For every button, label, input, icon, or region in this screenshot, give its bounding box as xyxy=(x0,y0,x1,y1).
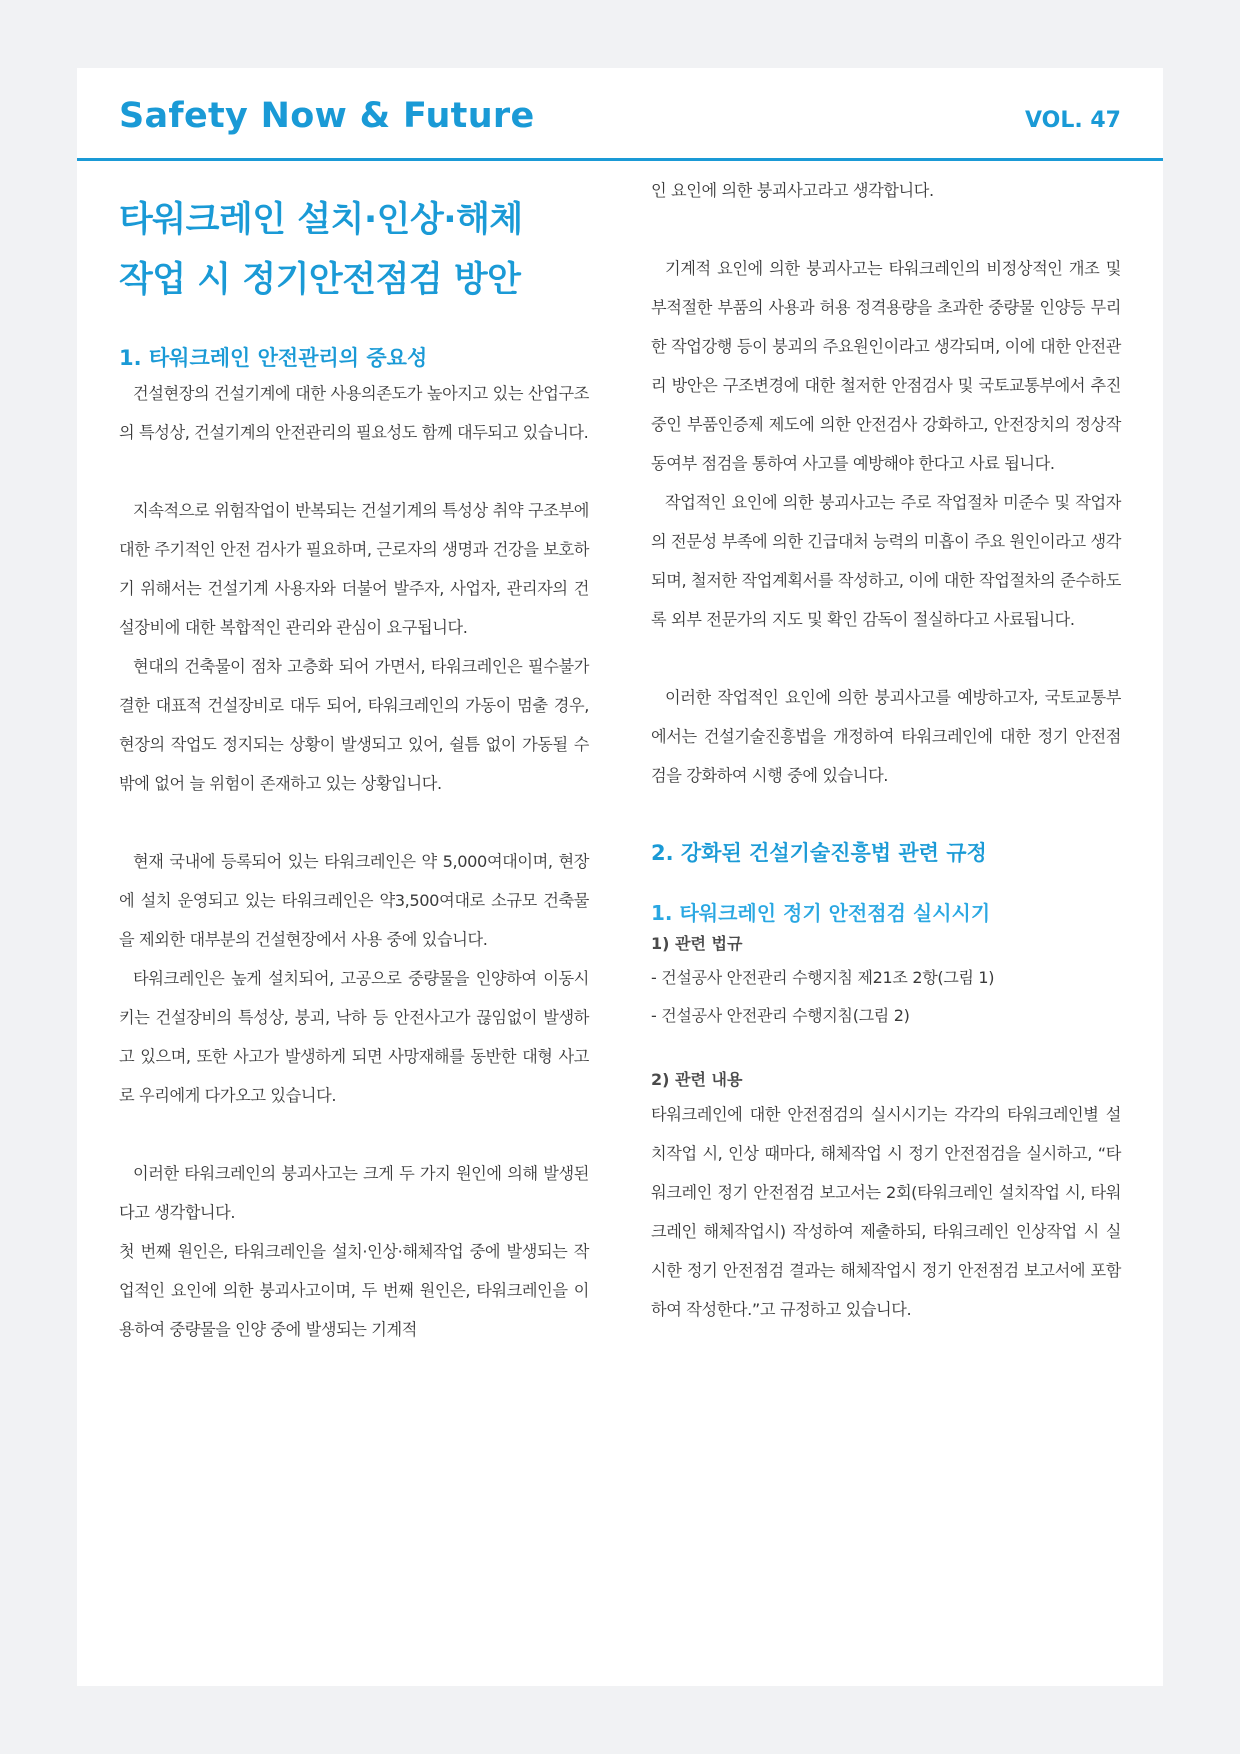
left-column xyxy=(119,168,589,1349)
paragraph: 지속적으로 위험작업이 반복되는 건설기계의 특성상 취약 구조부에 대한 주기적인 안전 검사가 필요하며, 근로자의 생명과 건강을 보호하기 위해서는 건설기계 사용자와 더불어 발주자, 사업자, 관리자의 건설장비에 대한 복합적인 관리와 관심이 요구됩니다. xyxy=(119,501,589,637)
page xyxy=(77,68,1163,1686)
paragraph: 타워크레인은 높게 설치되어, 고공으로 중량물을 인양하여 이동시키는 건설장비의 특성상, 붕괴, 낙하 등 안전사고가 끊임없이 발생하고 있으며, 또한 사고가 발생하게 되면 사망재해를 동반한 대형 사고로 우리에게 다가오고 있습니다. xyxy=(119,969,589,1105)
paragraph: 인 요인에 의한 붕괴사고라고 생각합니다. xyxy=(651,181,934,200)
section2-heading: 2. 강화된 건설기술진흥법 관련 규정 xyxy=(651,841,987,865)
paragraph: 현재 국내에 등록되어 있는 타워크레인은 약 5,000여대이며, 현장에 설치 운영되고 있는 타워크레인은 약3,500여대로 소규모 건축물을 제외한 대부분의 건설현장에서 사용 중에 있습니다. xyxy=(119,852,589,949)
right-column xyxy=(651,168,1121,1329)
page-header xyxy=(77,68,1163,161)
paragraph: 작업적인 요인에 의한 붕괴사고는 주로 작업절차 미준수 및 작업자의 전문성 부족에 의한 긴급대처 능력의 미흡이 주요 원인이라고 생각되며, 철저한 작업계획서를 작성하고, 이에 대한 작업절차의 준수하도록 외부 전문가의 지도 및 확인 감독이 절실하다고 사료됩니다. xyxy=(651,493,1121,629)
article-title-line1: 타워크레인 설치·인상·해체 xyxy=(119,200,523,240)
paragraph: 이러한 작업적인 요인에 의한 붕괴사고를 예방하고자, 국토교통부에서는 건설기술진흥법을 개정하여 타워크레인에 대한 정기 안전점검을 강화하여 시행 중에 있습니다. xyxy=(651,688,1121,785)
article-title-line2: 작업 시 정기안전점검 방안 xyxy=(119,260,521,300)
law-item: - 건설공사 안전관리 수행지침(그림 2) xyxy=(651,1006,910,1025)
section1-heading: 1. 타워크레인 안전관리의 중요성 xyxy=(119,346,428,370)
volume-label: VOL. 47 xyxy=(1025,108,1121,133)
paragraph: 이러한 타워크레인의 붕괴사고는 크게 두 가지 원인에 의해 발생된다고 생각합니다. xyxy=(119,1164,589,1222)
paragraph: 현대의 건축물이 점차 고층화 되어 가면서, 타워크레인은 필수불가결한 대표적 건설장비로 대두 되어, 타워크레인의 가동이 멈출 경우, 현장의 작업도 정지되는 상황이 발생되고 있어, 쉴틈 없이 가동될 수밖에 없어 늘 위험이 존재하고 있는 상황입니다. xyxy=(119,657,589,793)
paragraph: 기계적 요인에 의한 붕괴사고는 타워크레인의 비정상적인 개조 및 부적절한 부품의 사용과 허용 정격용량을 초과한 중량물 인양등 무리한 작업강행 등이 붕괴의 주요원인이라고 생각되며, 이에 대한 안전관리 방안은 구조변경에 대한 철저한 안점검사 및 국토교통부에서 추진 중인 부품인증제 제도에 의한 안전검사 강화하고, 안전장치의 정상작동여부 점검을 통하여 사고를 예방해야 한다고 사료 됩니다. xyxy=(651,259,1121,473)
minor-heading: 1) 관련 법규 xyxy=(651,934,743,953)
minor-heading: 2) 관련 내용 xyxy=(651,1070,743,1089)
magazine-title: Safety Now & Future xyxy=(119,96,535,136)
paragraph: 타워크레인에 대한 안전점검의 실시시기는 각각의 타워크레인별 설치작업 시, 인상 때마다, 해체작업 시 정기 안전점검을 실시하고, “타워크레인 정기 안전점검 보고서는 2회(타워크레인 설치작업 시, 타워크레인 해체작업시) 작성하여 제출하되, 타워크레인 인상작업 시 실시한 정기 안전점검 결과는 해체작업시 정기 안전점검 보고서에 포함하여 작성한다.”고 규정하고 있습니다. xyxy=(651,1105,1121,1319)
subsection-heading: 1. 타워크레인 정기 안전점검 실시시기 xyxy=(651,901,991,925)
paragraph: 첫 번째 원인은, 타워크레인을 설치·인상·해체작업 중에 발생되는 작업적인 요인에 의한 붕괴사고이며, 두 번째 원인은, 타워크레인을 이용하여 중량물을 인양 중에 발생되는 기계적 xyxy=(119,1242,589,1339)
law-item: - 건설공사 안전관리 수행지침 제21조 2항(그림 1) xyxy=(651,968,995,987)
paragraph: 건설현장의 건설기계에 대한 사용의존도가 높아지고 있는 산업구조의 특성상, 건설기계의 안전관리의 필요성도 함께 대두되고 있습니다. xyxy=(119,384,589,442)
article-title xyxy=(119,190,589,310)
